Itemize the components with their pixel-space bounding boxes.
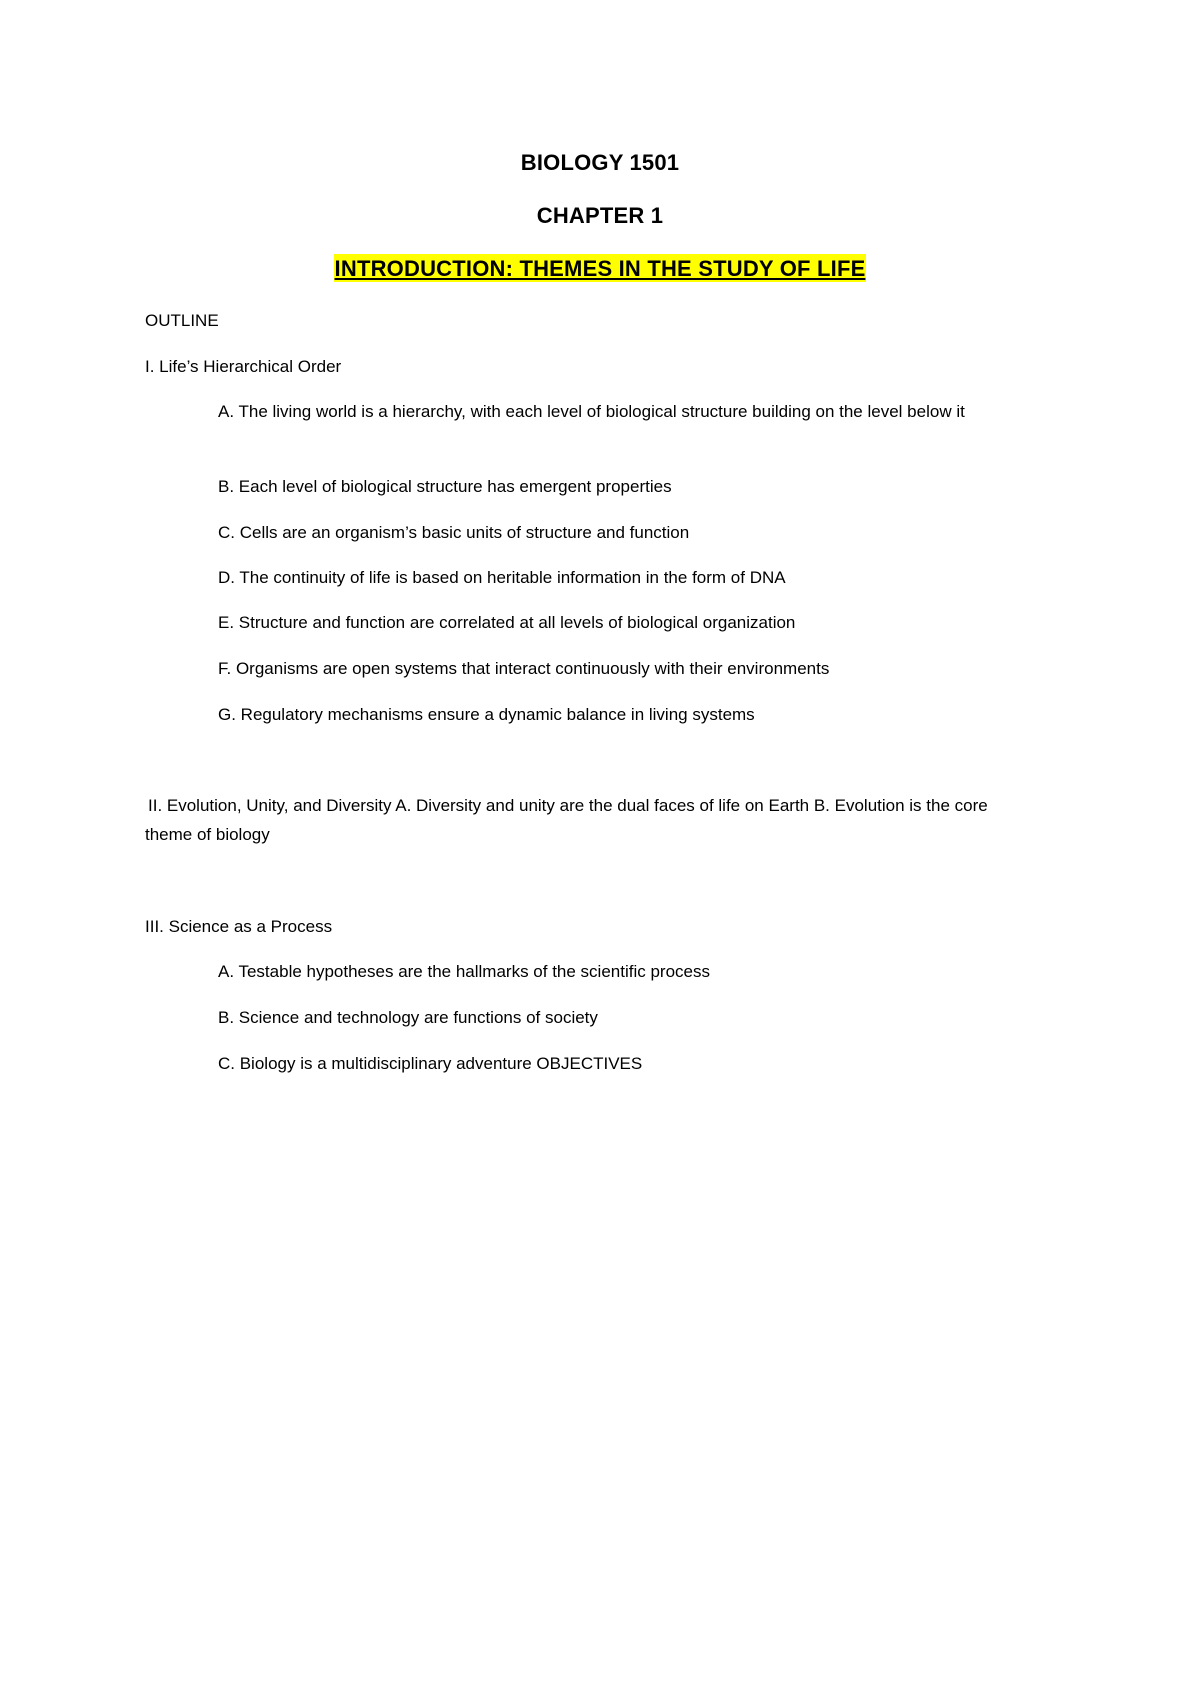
chapter-title: INTRODUCTION: THEMES IN THE STUDY OF LIFE: [334, 256, 866, 281]
chapter-label: CHAPTER 1: [536, 203, 664, 228]
section-2-paragraph: II. Evolution, Unity, and Diversity A. Diversity and unity are the dual faces of life on Earth B. Evolution is the core theme of biology: [145, 796, 988, 844]
section-3-item-c: C. Biology is a multidisciplinary adventure OBJECTIVES: [218, 1054, 643, 1073]
section-1-item-g: G. Regulatory mechanisms ensure a dynamic balance in living systems: [218, 705, 755, 724]
section-1-item-f: F. Organisms are open systems that interact continuously with their environments: [218, 659, 830, 678]
section-3-heading: III. Science as a Process: [145, 917, 333, 936]
section-1-item-c: C. Cells are an organism’s basic units of structure and function: [218, 523, 690, 542]
section-1-item-e: E. Structure and function are correlated at all levels of biological organization: [218, 613, 796, 632]
section-1-heading: I. Life’s Hierarchical Order: [145, 357, 342, 376]
course-title: BIOLOGY 1501: [520, 150, 680, 175]
outline-label: OUTLINE: [145, 311, 219, 330]
section-3-item-b: B. Science and technology are functions of society: [218, 1008, 598, 1027]
section-1-item-d: D. The continuity of life is based on heritable information in the form of DNA: [218, 568, 786, 587]
chapter-title-wrapper: [0, 256, 1200, 282]
section-3-item-a: A. Testable hypotheses are the hallmarks of the scientific process: [218, 962, 710, 981]
section-1-item-a: A. The living world is a hierarchy, with each level of biological structure building on the level below it: [218, 402, 965, 421]
section-1-item-b: B. Each level of biological structure has emergent properties: [218, 477, 672, 496]
